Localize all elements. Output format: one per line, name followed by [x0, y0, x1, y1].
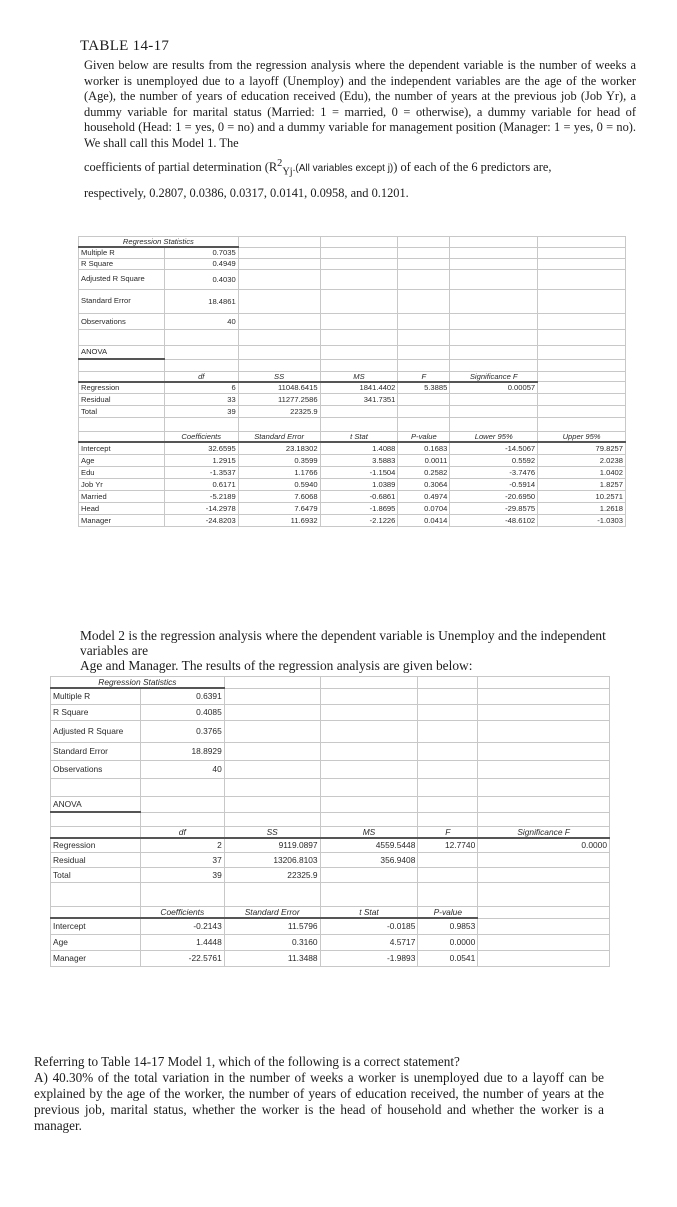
table-row	[51, 720, 610, 742]
m2-anova-label: ANOVA	[51, 796, 141, 812]
m2-coef-value: -0.2143	[140, 918, 224, 934]
m2-coef-t: -0.0185	[320, 918, 418, 934]
m1-anova-col-df: df	[164, 371, 238, 382]
m2-anova-col-ms: MS	[320, 826, 418, 838]
m2-stat-label: Adjusted R Square	[51, 720, 141, 742]
option-a[interactable]: A) 40.30% of the total variation in the number of weeks a worker is unemployed due to a layoff can be explained by the age of the worker, the number of years of education received, the number of years at the previous job, marital status, whether the worker is the head of household and whether the worker is a manager.	[34, 1070, 604, 1133]
m2-anova-df: 2	[140, 838, 224, 853]
m1-anova-row-label: Regression	[79, 382, 165, 394]
m1-coef-lo: -20.6950	[450, 490, 538, 502]
table-row	[79, 269, 626, 289]
m1-coef-hi: 2.0238	[538, 454, 626, 466]
m2-stat-value: 0.3765	[140, 720, 224, 742]
coeff-mid: .(All variables except j)	[292, 162, 394, 174]
table-row	[79, 454, 626, 466]
m1-coef-t: -1.8695	[320, 502, 398, 514]
model1-regression-output	[78, 236, 626, 527]
m1-coef-col-coef: Coefficients	[164, 432, 238, 443]
m1-coef-lo: -29.8575	[450, 502, 538, 514]
m1-coef-value: -1.3537	[164, 466, 238, 478]
m1-anova-ss: 11048.6415	[238, 382, 320, 394]
table-row	[51, 853, 610, 868]
m1-coef-value: -24.8203	[164, 514, 238, 526]
m2-anova-df: 37	[140, 853, 224, 868]
m1-anova-row-label: Total	[79, 406, 165, 418]
m1-anova-col-f: F	[398, 371, 450, 382]
m1-coef-col-upper: Upper 95%	[538, 432, 626, 443]
table-row	[79, 258, 626, 269]
m1-stat-label: Multiple R	[79, 247, 165, 258]
m2-anova-row-label: Regression	[51, 838, 141, 853]
m1-stat-label: Adjusted R Square	[79, 269, 165, 289]
table-row	[51, 868, 610, 883]
m1-stat-value: 0.7035	[164, 247, 238, 258]
m2-coef-label: Manager	[51, 950, 141, 966]
question-stem: Referring to Table 14-17 Model 1, which of the following is a correct statement?	[34, 1054, 460, 1069]
m1-anova-row-label: Residual	[79, 394, 165, 406]
table-row	[79, 313, 626, 329]
m2-stat-label: Observations	[51, 760, 141, 778]
m2-anova-row-label: Total	[51, 868, 141, 883]
m2-coef-t: -1.9893	[320, 950, 418, 966]
m2-anova-col-f: F	[418, 826, 478, 838]
m1-coef-t: -2.1226	[320, 514, 398, 526]
m1-coef-lo: 0.5592	[450, 454, 538, 466]
table-row	[51, 760, 610, 778]
m2-anova-col-sig: Significance F	[478, 826, 610, 838]
table-row	[51, 838, 610, 853]
m2-coef-col-coef: Coefficients	[140, 907, 224, 919]
m2-coef-p: 0.0541	[418, 950, 478, 966]
m2-coef-p: 0.0000	[418, 934, 478, 950]
m2-anova-col-df: df	[140, 826, 224, 838]
m2-anova-df: 39	[140, 868, 224, 883]
coeff-text: coefficients of partial determination (R	[84, 159, 278, 174]
m1-coef-label: Intercept	[79, 442, 165, 454]
table-row	[51, 742, 610, 760]
m1-stat-value: 40	[164, 313, 238, 329]
table-row	[79, 394, 626, 406]
m1-coef-value: 0.6171	[164, 478, 238, 490]
m1-coef-p: 0.0704	[398, 502, 450, 514]
m1-coef-label: Head	[79, 502, 165, 514]
m1-anova-col-ms: MS	[320, 371, 398, 382]
m1-coef-p: 0.0011	[398, 454, 450, 466]
m1-coef-hi: 1.0402	[538, 466, 626, 478]
coeff-end: ) of each of the 6 predictors are,	[393, 159, 552, 174]
question-block	[34, 1054, 604, 1134]
coeff-sup: 2	[277, 157, 283, 169]
m1-stat-label: Observations	[79, 313, 165, 329]
table-row	[79, 502, 626, 514]
table-row	[79, 289, 626, 313]
model2-regression-output	[50, 676, 610, 967]
m1-stat-label: Standard Error	[79, 289, 165, 313]
m1-coef-se: 0.5940	[238, 478, 320, 490]
table-row	[51, 704, 610, 720]
m2-anova-row-label: Residual	[51, 853, 141, 868]
m1-coef-label: Manager	[79, 514, 165, 526]
m1-coef-se: 7.6479	[238, 502, 320, 514]
m2-anova-f: 12.7740	[418, 838, 478, 853]
m2-anova-ms: 4559.5448	[320, 838, 418, 853]
m2-stat-value: 18.8929	[140, 742, 224, 760]
m2-stat-label: Standard Error	[51, 742, 141, 760]
m2-anova-sig: 0.0000	[478, 838, 610, 853]
m2-coef-value: 1.4448	[140, 934, 224, 950]
m1-anova-df: 6	[164, 382, 238, 394]
model2-description	[80, 628, 652, 673]
m1-anova-ss: 11277.2586	[238, 394, 320, 406]
m1-coef-p: 0.4974	[398, 490, 450, 502]
m2-coef-col-t: t Stat	[320, 907, 418, 919]
intro-paragraph	[84, 58, 636, 201]
m1-coef-col-lower: Lower 95%	[450, 432, 538, 443]
m1-coef-lo: -48.6102	[450, 514, 538, 526]
table-row	[79, 490, 626, 502]
m2-coef-se: 11.3488	[224, 950, 320, 966]
m2-coef-se: 0.3160	[224, 934, 320, 950]
model2-line2: Age and Manager. The results of the regression analysis are given below:	[80, 658, 473, 673]
m1-anova-ss: 22325.9	[238, 406, 320, 418]
m2-coef-se: 11.5796	[224, 918, 320, 934]
m2-coef-label: Age	[51, 934, 141, 950]
m1-coef-t: -1.1504	[320, 466, 398, 478]
table-row	[79, 247, 626, 258]
m1-coef-value: -14.2978	[164, 502, 238, 514]
m2-coef-col-se: Standard Error	[224, 907, 320, 919]
m1-coef-lo: -0.5914	[450, 478, 538, 490]
m2-anova-ss: 22325.9	[224, 868, 320, 883]
m1-coef-p: 0.3064	[398, 478, 450, 490]
m1-coef-col-p: P-value	[398, 432, 450, 443]
m1-anova-f: 5.3885	[398, 382, 450, 394]
m2-stat-label: R Square	[51, 704, 141, 720]
table-row	[79, 466, 626, 478]
m1-coef-t: 1.0389	[320, 478, 398, 490]
table-row	[51, 934, 610, 950]
table-row	[79, 442, 626, 454]
m1-anova-ms: 341.7351	[320, 394, 398, 406]
m1-anova-df: 33	[164, 394, 238, 406]
m2-stat-value: 0.6391	[140, 688, 224, 704]
m1-coef-se: 0.3599	[238, 454, 320, 466]
table-row	[79, 478, 626, 490]
m1-coef-hi: 1.2618	[538, 502, 626, 514]
m2-stat-label: Multiple R	[51, 688, 141, 704]
m1-stat-value: 0.4949	[164, 258, 238, 269]
m1-coef-se: 11.6932	[238, 514, 320, 526]
m1-coef-value: 1.2915	[164, 454, 238, 466]
m1-coef-label: Edu	[79, 466, 165, 478]
m2-stat-value: 40	[140, 760, 224, 778]
m1-anova-col-ss: SS	[238, 371, 320, 382]
partial-determination-values: respectively, 0.2807, 0.0386, 0.0317, 0.0141, 0.0958, and 0.1201.	[84, 185, 409, 200]
m1-coef-value: 32.6595	[164, 442, 238, 454]
m1-coef-hi: -1.0303	[538, 514, 626, 526]
m2-coef-t: 4.5717	[320, 934, 418, 950]
m1-coef-label: Job Yr	[79, 478, 165, 490]
m1-coef-label: Age	[79, 454, 165, 466]
m1-coef-se: 23.18302	[238, 442, 320, 454]
coeff-sub: Yj	[282, 166, 293, 178]
m1-anova-ms: 1841.4402	[320, 382, 398, 394]
m1-coef-se: 7.6068	[238, 490, 320, 502]
table-row	[51, 918, 610, 934]
m1-coef-p: 0.2582	[398, 466, 450, 478]
table-row	[79, 382, 626, 394]
m1-anova-col-sig: Significance F	[450, 371, 538, 382]
intro-text: Given below are results from the regression analysis where the dependent variable is the number of weeks a worker is unemployed due to a layoff (Unemploy) and the independent variables are the age of the worker (Age), the number of years of education received (Edu), the number of years at the previous job (Job Yr), a dummy variable for marital status (Married: 1 = married, 0 = otherwise), a dummy variable for head of household (Head: 1 = yes, 0 = no) and a dummy variable for management position (Manager: 1 = yes, 0 = no). We shall call this Model 1. The	[84, 58, 636, 150]
table-title: TABLE 14-17	[80, 38, 170, 54]
m1-anova-label: ANOVA	[79, 345, 165, 359]
m2-coef-value: -22.5761	[140, 950, 224, 966]
m1-coef-label: Married	[79, 490, 165, 502]
m1-stat-value: 18.4861	[164, 289, 238, 313]
m2-anova-ms: 356.9408	[320, 853, 418, 868]
table-row	[51, 688, 610, 704]
m2-stat-value: 0.4085	[140, 704, 224, 720]
m1-coef-p: 0.0414	[398, 514, 450, 526]
m2-anova-col-ss: SS	[224, 826, 320, 838]
m1-coef-value: -5.2189	[164, 490, 238, 502]
m1-coef-col-t: t Stat	[320, 432, 398, 443]
table-row	[51, 950, 610, 966]
m1-coef-se: 1.1766	[238, 466, 320, 478]
m2-coef-col-p: P-value	[418, 907, 478, 919]
m1-coef-col-se: Standard Error	[238, 432, 320, 443]
table-row	[79, 514, 626, 526]
m2-coef-label: Intercept	[51, 918, 141, 934]
m2-anova-ss: 13206.8103	[224, 853, 320, 868]
m1-coef-lo: -3.7476	[450, 466, 538, 478]
m1-coef-hi: 79.8257	[538, 442, 626, 454]
m2-anova-ss: 9119.0897	[224, 838, 320, 853]
m1-regstats-header: Regression Statistics	[79, 237, 239, 248]
m1-coef-hi: 1.8257	[538, 478, 626, 490]
model2-line1: Model 2 is the regression analysis where the dependent variable is Unemploy and the independent variables are	[80, 628, 606, 658]
m2-regstats-header: Regression Statistics	[51, 677, 225, 689]
table-row	[79, 406, 626, 418]
m1-coef-t: -0.6861	[320, 490, 398, 502]
m1-stat-label: R Square	[79, 258, 165, 269]
m1-coef-p: 0.1683	[398, 442, 450, 454]
m1-stat-value: 0.4030	[164, 269, 238, 289]
m1-coef-t: 1.4088	[320, 442, 398, 454]
m1-coef-lo: -14.5067	[450, 442, 538, 454]
m1-anova-df: 39	[164, 406, 238, 418]
m1-coef-hi: 10.2571	[538, 490, 626, 502]
m2-coef-p: 0.9853	[418, 918, 478, 934]
m1-coef-t: 3.5883	[320, 454, 398, 466]
m1-anova-sig: 0.00057	[450, 382, 538, 394]
partial-determination-line	[84, 156, 636, 180]
